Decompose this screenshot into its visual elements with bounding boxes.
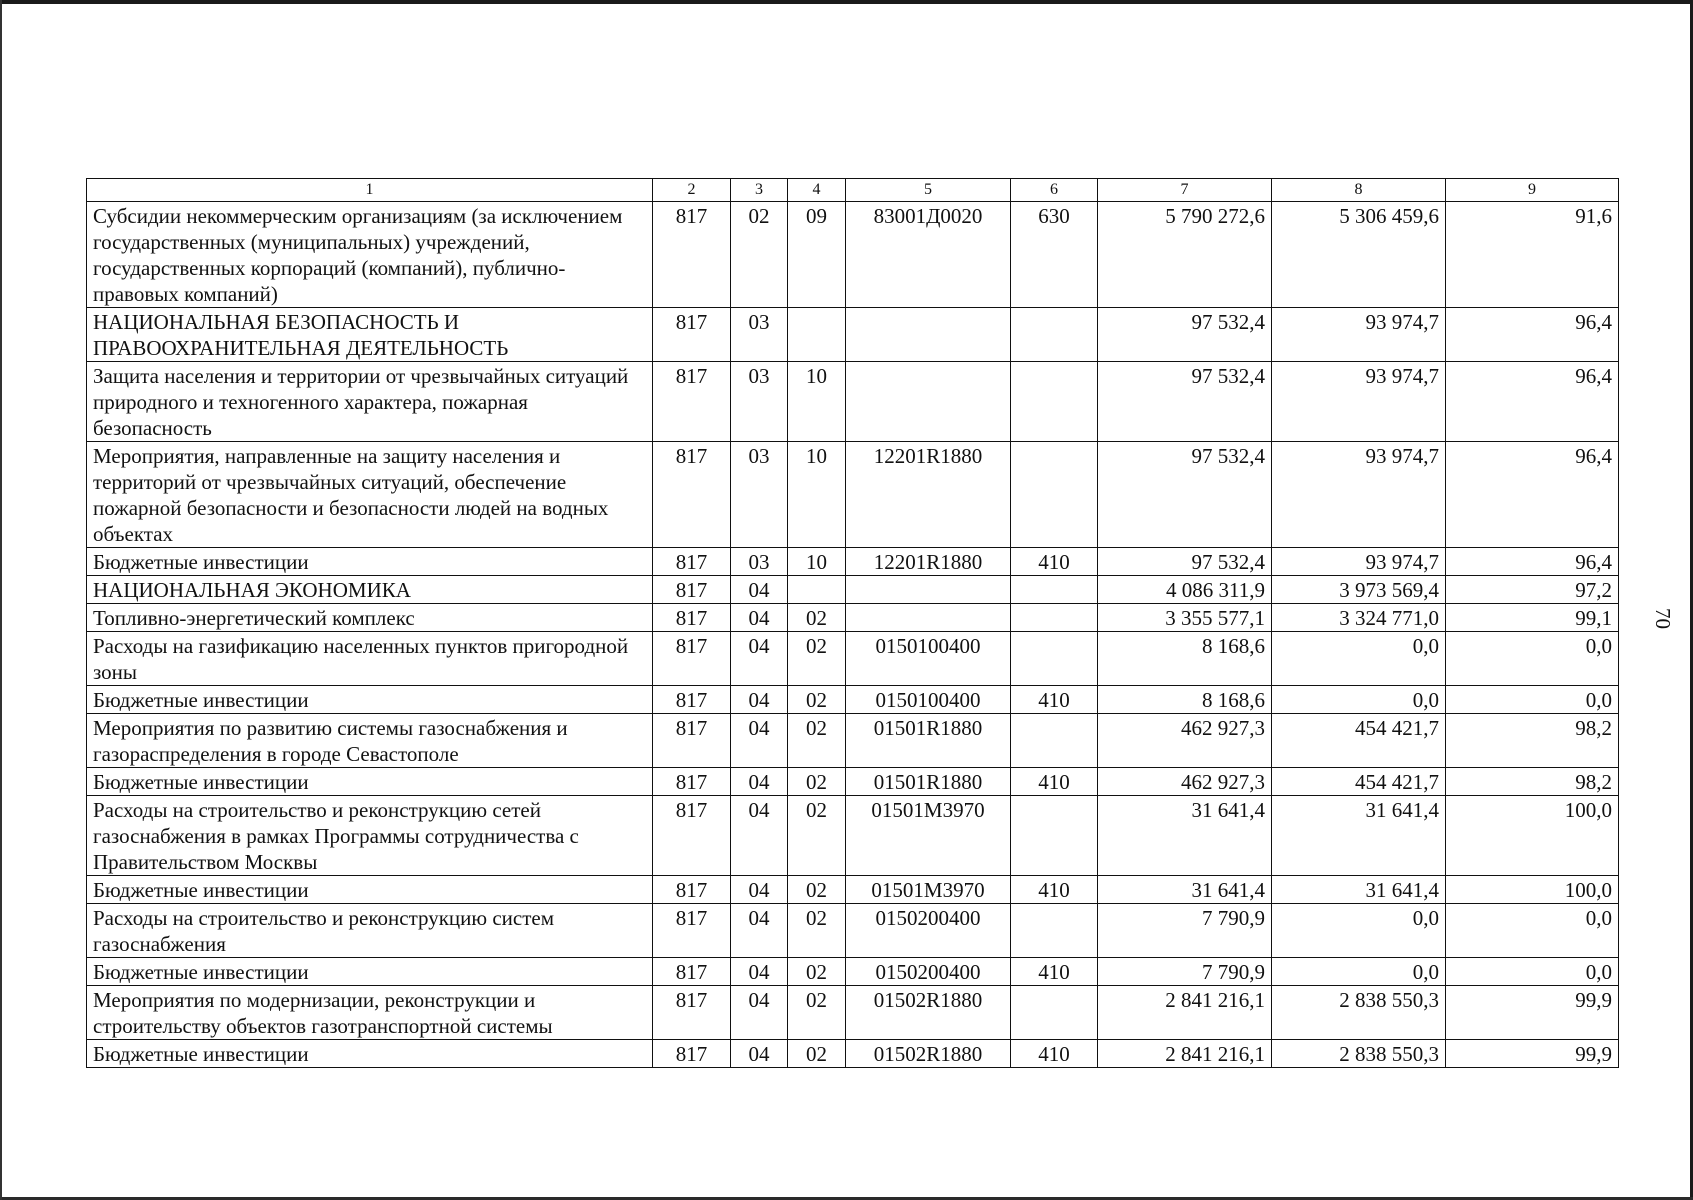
header-cell-8: 8 [1272, 179, 1446, 202]
row-fact-cell: 0,0 [1272, 632, 1446, 686]
row-target-code-cell: 01502R1880 [846, 986, 1011, 1040]
row-plan-cell: 4 086 311,9 [1098, 576, 1272, 604]
row-target-code-cell: 0150100400 [846, 686, 1011, 714]
row-grbs-cell: 817 [653, 876, 731, 904]
row-grbs-cell: 817 [653, 686, 731, 714]
table-row [87, 714, 1619, 768]
row-plan-cell: 8 168,6 [1098, 686, 1272, 714]
header-cell-2: 2 [653, 179, 731, 202]
row-subsection-cell: 10 [788, 548, 846, 576]
row-target-code-cell [846, 362, 1011, 442]
row-target-code-cell: 83001Д0020 [846, 202, 1011, 308]
row-percent-cell: 96,4 [1446, 442, 1619, 548]
row-section-cell: 03 [731, 308, 788, 362]
table-row [87, 958, 1619, 986]
table-body [87, 179, 1619, 1068]
row-expense-type-cell [1011, 986, 1098, 1040]
row-subsection-cell: 02 [788, 632, 846, 686]
row-name-cell: Субсидии некоммерческим организациям (за исключением государственных (муниципальных) учреждений, государственных корпораций (компаний), публично-правовых компаний) [87, 202, 653, 308]
row-section-cell: 04 [731, 1040, 788, 1068]
row-section-cell: 04 [731, 796, 788, 876]
row-name-cell: Бюджетные инвестиции [87, 958, 653, 986]
row-plan-cell: 5 790 272,6 [1098, 202, 1272, 308]
row-name-cell: Бюджетные инвестиции [87, 876, 653, 904]
row-grbs-cell: 817 [653, 958, 731, 986]
row-fact-cell: 0,0 [1272, 958, 1446, 986]
row-fact-cell: 3 324 771,0 [1272, 604, 1446, 632]
row-name-cell: НАЦИОНАЛЬНАЯ ЭКОНОМИКА [87, 576, 653, 604]
row-grbs-cell: 817 [653, 308, 731, 362]
row-section-cell: 03 [731, 442, 788, 548]
header-cell-6: 6 [1011, 179, 1098, 202]
row-name-cell: Бюджетные инвестиции [87, 768, 653, 796]
row-target-code-cell: 01501M3970 [846, 796, 1011, 876]
row-section-cell: 04 [731, 714, 788, 768]
row-subsection-cell: 02 [788, 604, 846, 632]
row-target-code-cell: 0150200400 [846, 904, 1011, 958]
table-row [87, 604, 1619, 632]
row-percent-cell: 0,0 [1446, 632, 1619, 686]
row-name-cell: Расходы на газификацию населенных пунктов пригородной зоны [87, 632, 653, 686]
row-fact-cell: 5 306 459,6 [1272, 202, 1446, 308]
row-grbs-cell: 817 [653, 904, 731, 958]
row-fact-cell: 3 973 569,4 [1272, 576, 1446, 604]
row-target-code-cell: 12201R1880 [846, 548, 1011, 576]
row-fact-cell: 93 974,7 [1272, 548, 1446, 576]
row-plan-cell: 7 790,9 [1098, 958, 1272, 986]
row-grbs-cell: 817 [653, 442, 731, 548]
table-row [87, 686, 1619, 714]
row-fact-cell: 93 974,7 [1272, 362, 1446, 442]
row-target-code-cell [846, 576, 1011, 604]
row-target-code-cell: 0150200400 [846, 958, 1011, 986]
row-expense-type-cell [1011, 604, 1098, 632]
row-section-cell: 04 [731, 768, 788, 796]
row-subsection-cell: 10 [788, 442, 846, 548]
row-subsection-cell: 02 [788, 876, 846, 904]
row-grbs-cell: 817 [653, 714, 731, 768]
row-expense-type-cell [1011, 308, 1098, 362]
row-name-cell: Мероприятия по модернизации, реконструкции и строительству объектов газотранспортной системы [87, 986, 653, 1040]
row-subsection-cell: 02 [788, 686, 846, 714]
row-percent-cell: 91,6 [1446, 202, 1619, 308]
row-grbs-cell: 817 [653, 362, 731, 442]
row-section-cell: 03 [731, 362, 788, 442]
row-plan-cell: 462 927,3 [1098, 768, 1272, 796]
row-name-cell: Бюджетные инвестиции [87, 686, 653, 714]
row-plan-cell: 2 841 216,1 [1098, 1040, 1272, 1068]
row-subsection-cell: 02 [788, 768, 846, 796]
row-subsection-cell: 10 [788, 362, 846, 442]
table-row [87, 362, 1619, 442]
row-percent-cell: 96,4 [1446, 548, 1619, 576]
table-row [87, 1040, 1619, 1068]
row-fact-cell: 2 838 550,3 [1272, 986, 1446, 1040]
table-row [87, 202, 1619, 308]
row-percent-cell: 99,1 [1446, 604, 1619, 632]
row-percent-cell: 0,0 [1446, 958, 1619, 986]
row-name-cell: Мероприятия по развитию системы газоснабжения и газораспределения в городе Севастополе [87, 714, 653, 768]
row-fact-cell: 0,0 [1272, 686, 1446, 714]
row-target-code-cell: 0150100400 [846, 632, 1011, 686]
row-grbs-cell: 817 [653, 796, 731, 876]
table-row [87, 548, 1619, 576]
row-grbs-cell: 817 [653, 576, 731, 604]
row-section-cell: 04 [731, 958, 788, 986]
row-plan-cell: 97 532,4 [1098, 362, 1272, 442]
row-name-cell: Защита населения и территории от чрезвычайных ситуаций природного и техногенного характера, пожарная безопасность [87, 362, 653, 442]
row-name-cell: Расходы на строительство и реконструкцию сетей газоснабжения в рамках Программы сотрудничества с Правительством Москвы [87, 796, 653, 876]
row-target-code-cell [846, 308, 1011, 362]
row-fact-cell: 454 421,7 [1272, 714, 1446, 768]
row-percent-cell: 100,0 [1446, 796, 1619, 876]
row-target-code-cell [846, 604, 1011, 632]
row-grbs-cell: 817 [653, 604, 731, 632]
row-name-cell: Расходы на строительство и реконструкцию систем газоснабжения [87, 904, 653, 958]
row-plan-cell: 3 355 577,1 [1098, 604, 1272, 632]
row-percent-cell: 0,0 [1446, 686, 1619, 714]
row-plan-cell: 462 927,3 [1098, 714, 1272, 768]
row-target-code-cell: 01501R1880 [846, 714, 1011, 768]
row-expense-type-cell: 410 [1011, 1040, 1098, 1068]
header-cell-1: 1 [87, 179, 653, 202]
row-grbs-cell: 817 [653, 768, 731, 796]
table-row [87, 796, 1619, 876]
row-grbs-cell: 817 [653, 1040, 731, 1068]
budget-table [86, 178, 1619, 1068]
row-name-cell: Бюджетные инвестиции [87, 548, 653, 576]
scan-edge-top [0, 0, 1693, 4]
row-expense-type-cell [1011, 796, 1098, 876]
row-fact-cell: 2 838 550,3 [1272, 1040, 1446, 1068]
row-target-code-cell: 01502R1880 [846, 1040, 1011, 1068]
row-plan-cell: 2 841 216,1 [1098, 986, 1272, 1040]
row-plan-cell: 31 641,4 [1098, 876, 1272, 904]
row-percent-cell: 98,2 [1446, 714, 1619, 768]
row-section-cell: 04 [731, 686, 788, 714]
page-number: 70 [1651, 608, 1675, 629]
row-subsection-cell: 02 [788, 986, 846, 1040]
header-cell-9: 9 [1446, 179, 1619, 202]
row-name-cell: Топливно-энергетический комплекс [87, 604, 653, 632]
row-section-cell: 04 [731, 576, 788, 604]
row-expense-type-cell [1011, 904, 1098, 958]
row-expense-type-cell: 410 [1011, 768, 1098, 796]
row-name-cell: НАЦИОНАЛЬНАЯ БЕЗОПАСНОСТЬ И ПРАВООХРАНИТЕЛЬНАЯ ДЕЯТЕЛЬНОСТЬ [87, 308, 653, 362]
row-plan-cell: 97 532,4 [1098, 442, 1272, 548]
row-plan-cell: 31 641,4 [1098, 796, 1272, 876]
header-cell-4: 4 [788, 179, 846, 202]
row-percent-cell: 96,4 [1446, 308, 1619, 362]
row-expense-type-cell [1011, 632, 1098, 686]
table-row [87, 632, 1619, 686]
table-row [87, 904, 1619, 958]
row-section-cell: 04 [731, 904, 788, 958]
header-cell-3: 3 [731, 179, 788, 202]
row-grbs-cell: 817 [653, 548, 731, 576]
row-name-cell: Бюджетные инвестиции [87, 1040, 653, 1068]
row-percent-cell: 96,4 [1446, 362, 1619, 442]
scan-edge-left [0, 0, 2, 1200]
row-subsection-cell: 09 [788, 202, 846, 308]
row-subsection-cell: 02 [788, 958, 846, 986]
row-plan-cell: 8 168,6 [1098, 632, 1272, 686]
row-expense-type-cell [1011, 714, 1098, 768]
row-percent-cell: 99,9 [1446, 1040, 1619, 1068]
row-name-cell: Мероприятия, направленные на защиту населения и территорий от чрезвычайных ситуаций, обеспечение пожарной безопасности и безопасности людей на водных объектах [87, 442, 653, 548]
row-section-cell: 04 [731, 604, 788, 632]
row-target-code-cell: 01501R1880 [846, 768, 1011, 796]
row-subsection-cell: 02 [788, 714, 846, 768]
row-subsection-cell: 02 [788, 904, 846, 958]
row-percent-cell: 98,2 [1446, 768, 1619, 796]
row-subsection-cell: 02 [788, 796, 846, 876]
row-subsection-cell [788, 308, 846, 362]
table-row [87, 876, 1619, 904]
row-fact-cell: 93 974,7 [1272, 308, 1446, 362]
row-fact-cell: 31 641,4 [1272, 876, 1446, 904]
table-row [87, 768, 1619, 796]
row-section-cell: 03 [731, 548, 788, 576]
table-row [87, 442, 1619, 548]
row-percent-cell: 100,0 [1446, 876, 1619, 904]
table-row [87, 986, 1619, 1040]
row-expense-type-cell [1011, 576, 1098, 604]
row-percent-cell: 99,9 [1446, 986, 1619, 1040]
row-grbs-cell: 817 [653, 202, 731, 308]
row-plan-cell: 7 790,9 [1098, 904, 1272, 958]
row-expense-type-cell: 630 [1011, 202, 1098, 308]
row-target-code-cell: 12201R1880 [846, 442, 1011, 548]
row-subsection-cell [788, 576, 846, 604]
row-section-cell: 04 [731, 986, 788, 1040]
row-expense-type-cell: 410 [1011, 548, 1098, 576]
row-percent-cell: 0,0 [1446, 904, 1619, 958]
row-fact-cell: 0,0 [1272, 904, 1446, 958]
row-fact-cell: 31 641,4 [1272, 796, 1446, 876]
row-plan-cell: 97 532,4 [1098, 308, 1272, 362]
header-cell-7: 7 [1098, 179, 1272, 202]
row-grbs-cell: 817 [653, 632, 731, 686]
row-percent-cell: 97,2 [1446, 576, 1619, 604]
row-subsection-cell: 02 [788, 1040, 846, 1068]
row-section-cell: 04 [731, 876, 788, 904]
row-expense-type-cell [1011, 442, 1098, 548]
table-row [87, 308, 1619, 362]
row-section-cell: 02 [731, 202, 788, 308]
row-target-code-cell: 01501M3970 [846, 876, 1011, 904]
row-fact-cell: 93 974,7 [1272, 442, 1446, 548]
header-cell-5: 5 [846, 179, 1011, 202]
row-grbs-cell: 817 [653, 986, 731, 1040]
row-plan-cell: 97 532,4 [1098, 548, 1272, 576]
row-expense-type-cell: 410 [1011, 958, 1098, 986]
table-row [87, 576, 1619, 604]
row-section-cell: 04 [731, 632, 788, 686]
header-row [87, 179, 1619, 202]
row-expense-type-cell [1011, 362, 1098, 442]
row-expense-type-cell: 410 [1011, 876, 1098, 904]
row-expense-type-cell: 410 [1011, 686, 1098, 714]
row-fact-cell: 454 421,7 [1272, 768, 1446, 796]
